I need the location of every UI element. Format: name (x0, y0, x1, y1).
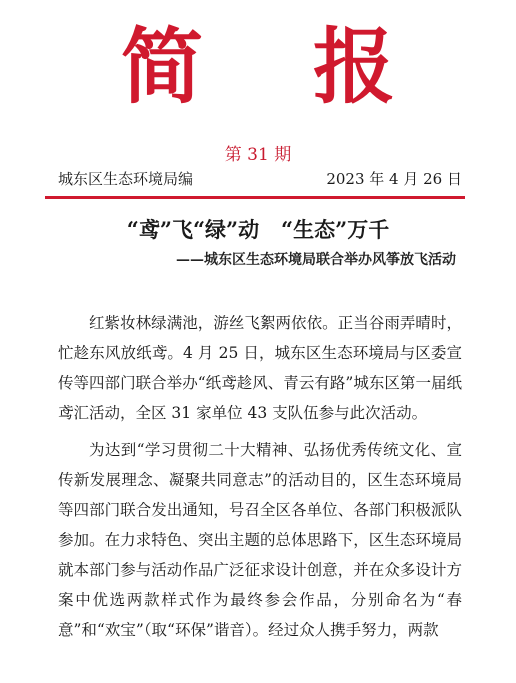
editor-label: 城东区生态环境局编 (58, 170, 194, 188)
paragraph: 为达到“学习贯彻二十大精神、弘扬优秀传统文化、宣传新发展理念、凝聚共同意志”的活动目的，区生态环境局等四部门联合发出通知，号召全区各单位、各部门积极派队参加。在力求特色、突出主题的总体思路下，区生态环境局就本部门参与活动作品广泛征求设计创意，并在众多设计方案中优选两款样式作为最终参会作品，分别命名为“春意”和“欢宝”（取“环保”谐音）。经过众人携手努力，两款 (58, 441, 462, 639)
issue-number: 第 31 期 (224, 145, 292, 165)
masthead-title: 简报 (120, 20, 505, 115)
paragraph: 红紫妆林绿满池，游丝飞絮两依依。正当谷雨弄晴时，忙趁东风放纸鸢。4 月 25 日，城东区生态环境局与区委宣传等四部门联合举办“纸鸢趁风、青云有路”城东区第一届纸鸢汇活动，全区 31 家单位 43 支队伍参与此次活动。 (58, 314, 462, 422)
article-subtitle: ——城东区生态环境局联合举办风筝放飞活动 (176, 252, 456, 268)
meta-row (58, 168, 462, 192)
article-title: “鸢”飞“绿”动 “生态”万千 (126, 217, 390, 242)
issue-date: 2023 年 4 月 26 日 (326, 170, 462, 188)
header-divider (45, 196, 465, 199)
article-body (58, 308, 462, 652)
